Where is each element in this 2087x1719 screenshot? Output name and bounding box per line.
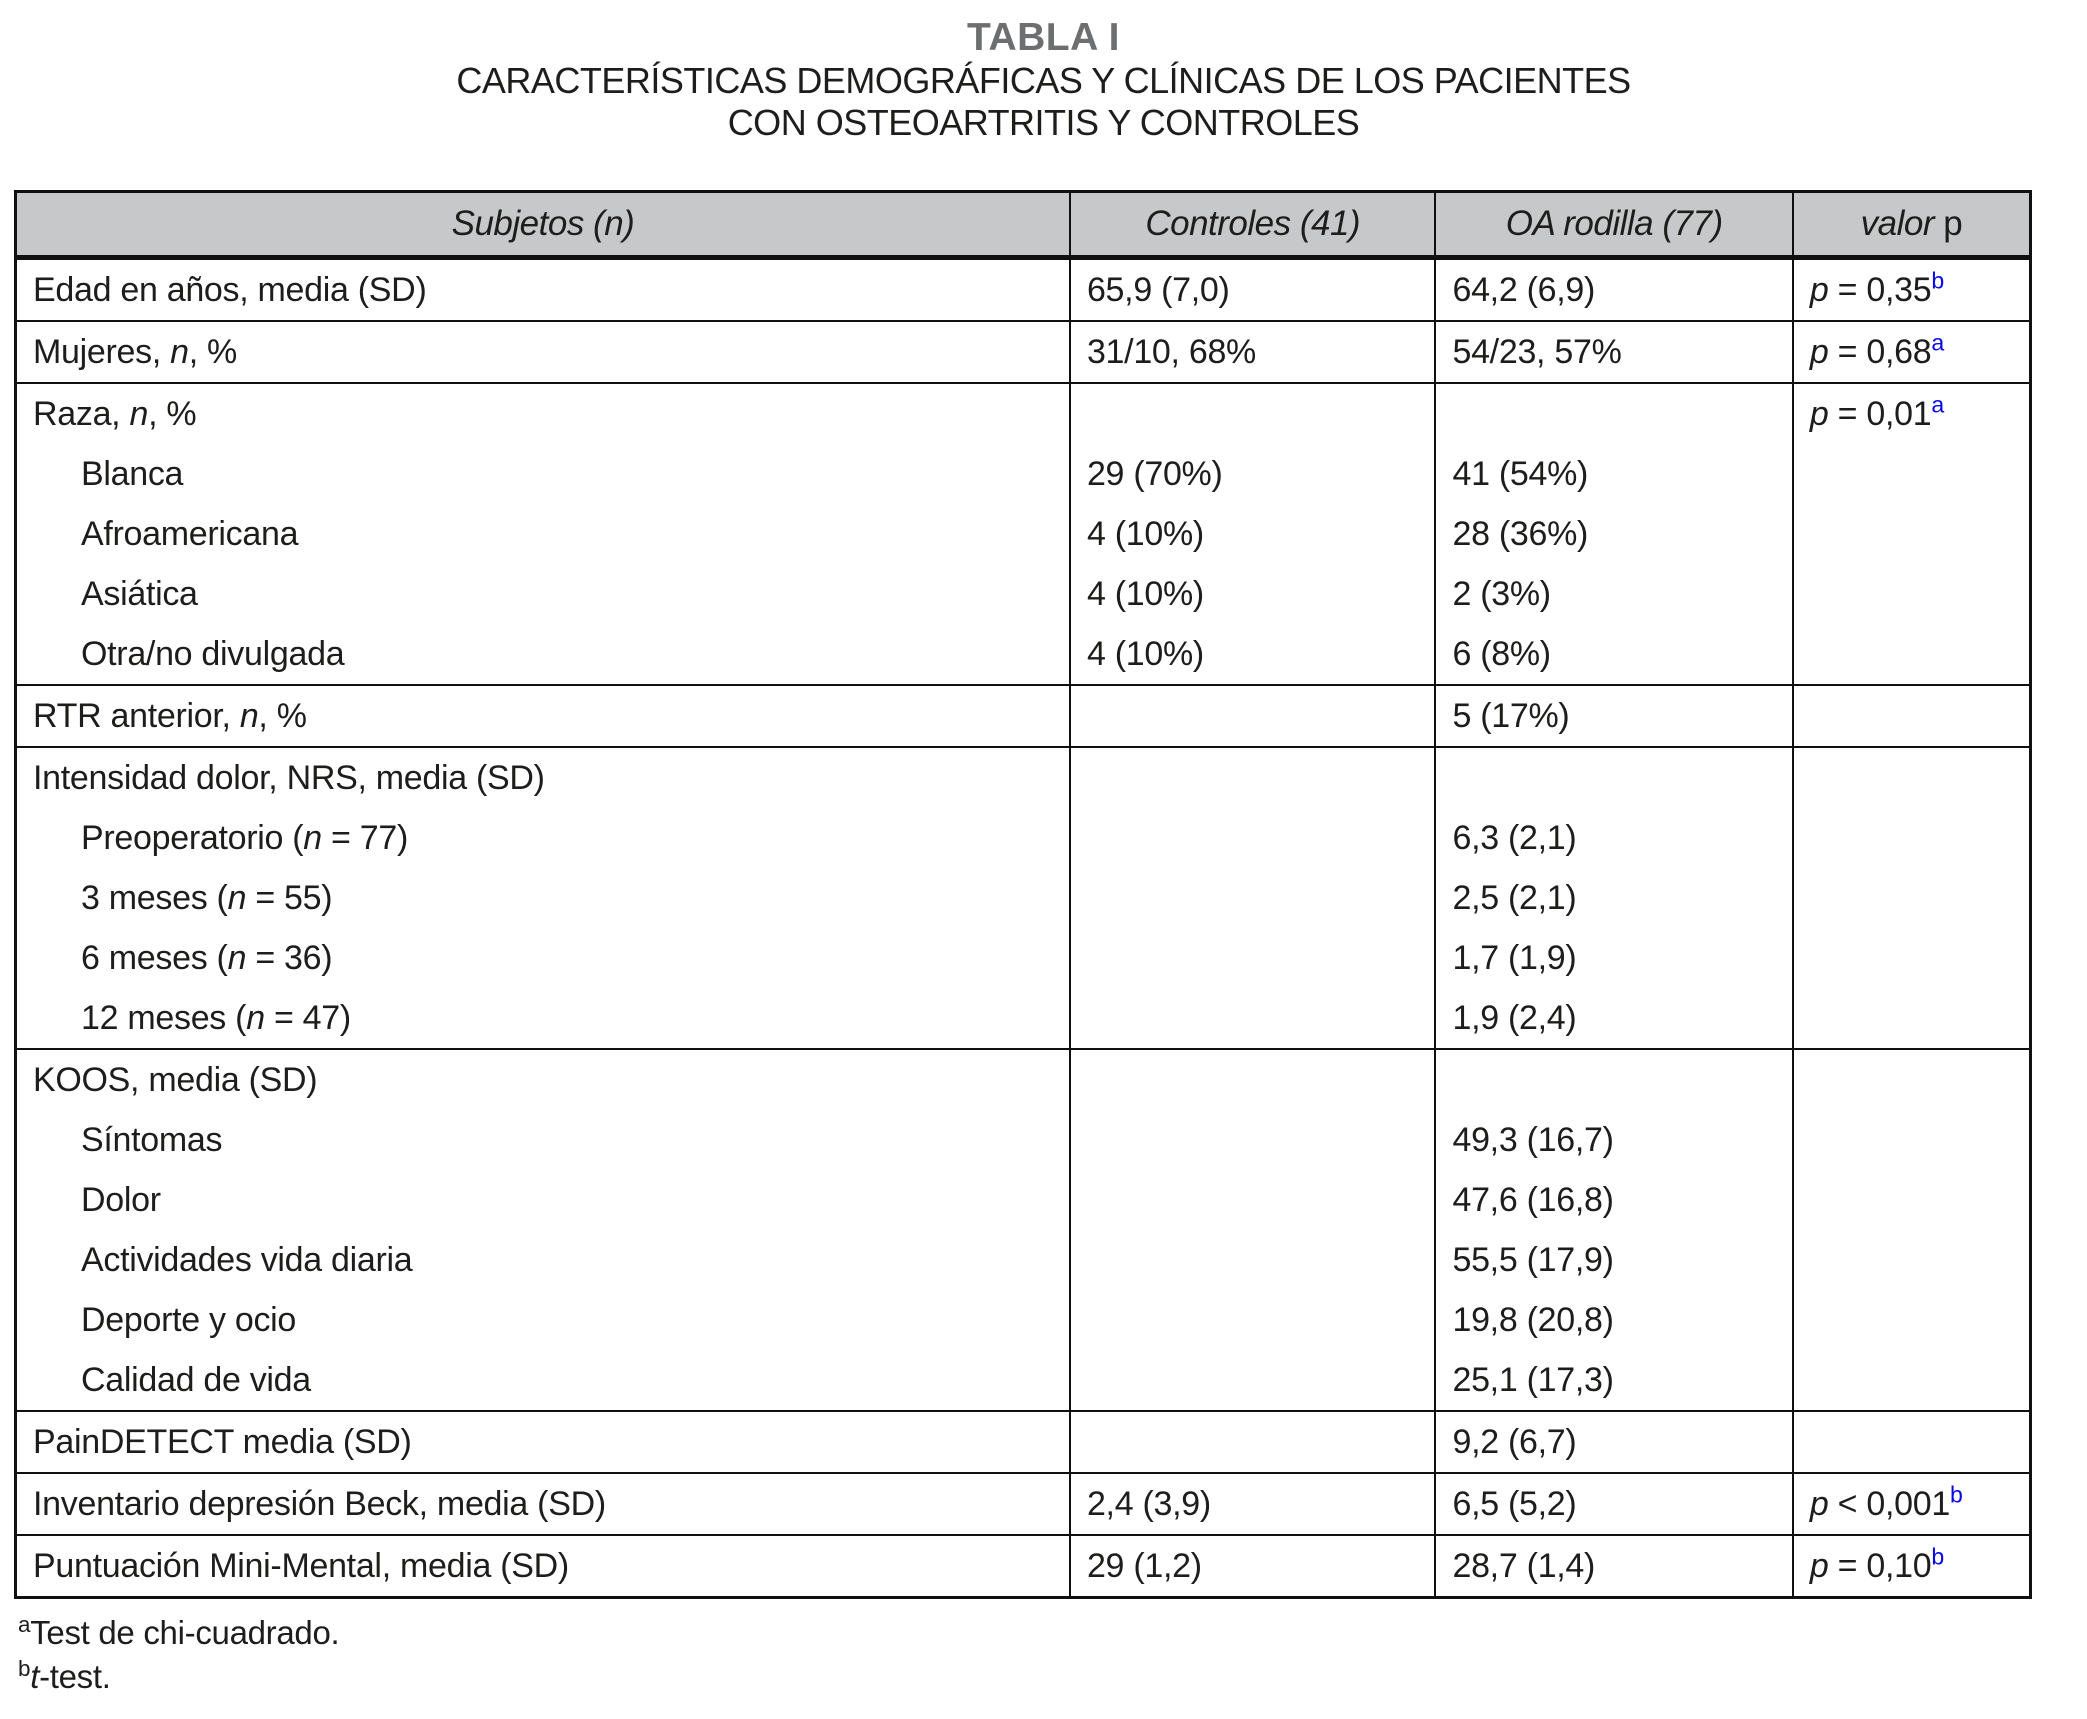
text-segment: 2,5 (2,1) (1452, 879, 1577, 917)
text-segment: n (246, 999, 265, 1037)
row-label-cell (16, 1535, 1070, 1598)
cell-line (17, 260, 1069, 320)
text-segment: -test. (39, 1658, 111, 1695)
text-segment: p (1809, 271, 1829, 309)
text-segment: , % (188, 333, 237, 371)
column-header (1793, 192, 2031, 258)
text-segment: = 0,68 (1828, 333, 1932, 371)
cell-line (17, 988, 1069, 1048)
table-row (16, 685, 2031, 747)
text-segment: Puntuación Mini-Mental, media (SD) (33, 1547, 569, 1585)
text-segment: Preoperatorio ( (81, 819, 304, 857)
text-segment: 28,7 (1,4) (1452, 1547, 1595, 1585)
value-cell (1435, 1049, 1792, 1411)
text-segment: , % (148, 395, 197, 433)
text-segment: 6,5 (5,2) (1452, 1485, 1577, 1523)
text-segment: 29 (1,2) (1086, 1547, 1202, 1585)
superscript-marker: a (18, 1612, 31, 1637)
cell-line (17, 504, 1069, 564)
cell-line (1436, 1412, 1791, 1472)
text-segment: p (1934, 204, 1963, 243)
value-cell (1070, 685, 1436, 747)
value-cell (1793, 685, 2031, 747)
value-cell (1793, 383, 2031, 685)
cell-line (1071, 748, 1435, 808)
cell-line (17, 1350, 1069, 1410)
value-cell (1070, 1049, 1436, 1411)
cell-line (1436, 1290, 1791, 1350)
text-segment: 4 (10%) (1086, 515, 1204, 553)
value-cell (1435, 1411, 1792, 1473)
value-cell (1793, 747, 2031, 1049)
text-segment: = 36) (246, 939, 333, 977)
text-segment: Dolor (81, 1181, 161, 1219)
text-segment: n (303, 819, 322, 857)
cell-line (1436, 808, 1791, 868)
superscript-marker: a (1931, 329, 1944, 356)
text-segment: n (227, 939, 247, 977)
text-segment: Raza, (33, 395, 130, 433)
cell-line (1436, 1050, 1791, 1110)
cell-line (1794, 260, 2029, 320)
table-row (16, 1473, 2031, 1535)
text-segment: OA rodilla (77) (1505, 204, 1723, 243)
value-cell (1793, 321, 2031, 383)
text-segment: = 47) (264, 999, 351, 1037)
text-segment: Edad en años, media (SD) (33, 271, 427, 309)
table-subtitle-line2: CON OSTEOARTRITIS Y CONTROLES (727, 102, 1360, 143)
cell-line (1071, 444, 1435, 504)
cell-line (1436, 1170, 1791, 1230)
cell-line (1436, 868, 1791, 928)
text-segment: 31/10, 68% (1086, 333, 1256, 371)
cell-line (17, 1536, 1069, 1596)
cell-line (1071, 624, 1435, 684)
cell-line (1436, 444, 1791, 504)
cell-line (1436, 624, 1791, 684)
text-segment: = 0,35 (1828, 271, 1932, 309)
text-segment: 47,6 (16,8) (1452, 1181, 1614, 1219)
cell-line (17, 868, 1069, 928)
text-segment: = 55) (246, 879, 333, 917)
cell-line (1794, 1412, 2029, 1472)
text-segment: Asiática (81, 575, 198, 613)
cell-line (1436, 988, 1791, 1048)
text-segment: 29 (70%) (1086, 455, 1223, 493)
text-segment: Deporte y ocio (81, 1301, 297, 1339)
text-segment: 54/23, 57% (1452, 333, 1622, 371)
row-label-cell (16, 685, 1070, 747)
text-segment: 2,4 (3,9) (1086, 1485, 1211, 1523)
text-segment: n (227, 879, 247, 917)
text-segment: < 0,001 (1828, 1485, 1950, 1523)
cell-line (17, 1170, 1069, 1230)
column-header (16, 192, 1070, 258)
cell-line (1794, 322, 2029, 382)
text-segment: 4 (10%) (1086, 635, 1204, 673)
value-cell (1435, 383, 1792, 685)
text-segment: Calidad de vida (81, 1361, 311, 1399)
table-row (16, 747, 2031, 1049)
table-row (16, 1535, 2031, 1598)
text-segment: Otra/no divulgada (81, 635, 345, 673)
text-segment: n (129, 395, 149, 433)
text-segment: Intensidad dolor, NRS, media (SD) (33, 759, 545, 797)
value-cell (1070, 747, 1436, 1049)
text-segment: 28 (36%) (1452, 515, 1589, 553)
row-label-cell (16, 1411, 1070, 1473)
value-cell (1435, 685, 1792, 747)
text-segment: 6,3 (2,1) (1452, 819, 1577, 857)
text-segment: Mujeres, (33, 333, 171, 371)
text-segment: 49,3 (16,7) (1452, 1121, 1614, 1159)
text-segment: Síntomas (81, 1121, 223, 1159)
table-title-block (0, 16, 2087, 144)
footnote (18, 1655, 2087, 1699)
text-segment: p (1809, 1547, 1829, 1585)
text-segment: 65,9 (7,0) (1086, 271, 1230, 309)
cell-line (17, 1110, 1069, 1170)
text-segment: 12 meses ( (81, 999, 247, 1037)
cell-line (1071, 686, 1435, 746)
superscript-marker: a (1931, 391, 1944, 418)
table-header-row (16, 192, 2031, 258)
value-cell (1793, 1411, 2031, 1473)
cell-line (1071, 260, 1435, 320)
row-label-cell (16, 258, 1070, 322)
cell-line (1436, 504, 1791, 564)
cell-line (17, 322, 1069, 382)
text-segment: 1,7 (1,9) (1452, 939, 1577, 977)
row-label-cell (16, 321, 1070, 383)
text-segment: 64,2 (6,9) (1452, 271, 1595, 309)
text-segment: Subjetos (n) (451, 204, 635, 243)
text-segment: n (239, 697, 259, 735)
text-segment: Afroamericana (81, 515, 299, 553)
page (0, 16, 2087, 1699)
text-segment: 5 (17%) (1452, 697, 1570, 735)
cell-line (1071, 1050, 1435, 1110)
cell-line (1794, 1474, 2029, 1534)
cell-line (1071, 1412, 1435, 1472)
cell-line (1436, 1350, 1791, 1410)
cell-line (17, 1412, 1069, 1472)
text-segment: valor (1860, 204, 1935, 243)
cell-line (1794, 1050, 2029, 1110)
column-header (1435, 192, 1792, 258)
value-cell (1435, 321, 1792, 383)
cell-line (1436, 564, 1791, 624)
text-segment: Blanca (81, 455, 184, 493)
value-cell (1070, 1473, 1436, 1535)
cell-line (1436, 686, 1791, 746)
cell-line (1436, 928, 1791, 988)
text-segment: PainDETECT media (SD) (33, 1423, 412, 1461)
cell-line (1436, 1110, 1791, 1170)
row-label-cell (16, 747, 1070, 1049)
cell-line (1436, 260, 1791, 320)
cell-line (17, 686, 1069, 746)
cell-line (1794, 1536, 2029, 1596)
cell-line (17, 1474, 1069, 1534)
cell-line (17, 564, 1069, 624)
cell-line (17, 1230, 1069, 1290)
footnote (18, 1611, 2087, 1655)
cell-line (1794, 686, 2029, 746)
text-segment: 6 meses ( (81, 939, 228, 977)
footnotes (18, 1611, 2087, 1699)
cell-line (1436, 322, 1791, 382)
text-segment: 6 (8%) (1452, 635, 1551, 673)
text-segment: Actividades vida diaria (81, 1241, 413, 1279)
superscript-marker: b (1931, 1543, 1944, 1570)
text-segment: Inventario depresión Beck, media (SD) (33, 1485, 606, 1523)
demographics-clinical-table (14, 190, 2032, 1599)
cell-line (1071, 1536, 1435, 1596)
text-segment: , % (258, 697, 307, 735)
cell-line (1436, 384, 1791, 444)
cell-line (1436, 1536, 1791, 1596)
cell-line (17, 1290, 1069, 1350)
cell-line (17, 748, 1069, 808)
cell-line (1436, 1230, 1791, 1290)
table-row (16, 383, 2031, 685)
value-cell (1070, 1411, 1436, 1473)
text-segment: p (1809, 395, 1829, 433)
value-cell (1435, 747, 1792, 1049)
cell-line (17, 624, 1069, 684)
text-segment: 19,8 (20,8) (1452, 1301, 1614, 1339)
text-segment: 4 (10%) (1086, 575, 1204, 613)
cell-line (17, 444, 1069, 504)
text-segment: 55,5 (17,9) (1452, 1241, 1614, 1279)
value-cell (1793, 258, 2031, 322)
cell-line (1436, 1474, 1791, 1534)
text-segment: KOOS, media (SD) (33, 1061, 318, 1099)
cell-line (1071, 564, 1435, 624)
text-segment: RTR anterior, (33, 697, 240, 735)
table-row (16, 1411, 2031, 1473)
value-cell (1435, 1535, 1792, 1598)
table-row (16, 321, 2031, 383)
text-segment: 2 (3%) (1452, 575, 1551, 613)
cell-line (17, 808, 1069, 868)
cell-line (1436, 748, 1791, 808)
cell-line (1071, 504, 1435, 564)
table-number-title: TABLA I (967, 16, 1120, 59)
row-label-cell (16, 1049, 1070, 1411)
row-label-cell (16, 383, 1070, 685)
value-cell (1435, 1473, 1792, 1535)
row-label-cell (16, 1473, 1070, 1535)
superscript-marker: b (1949, 1481, 1963, 1508)
cell-line (1794, 384, 2029, 444)
cell-line (17, 384, 1069, 444)
value-cell (1070, 383, 1436, 685)
value-cell (1793, 1049, 2031, 1411)
cell-line (17, 1050, 1069, 1110)
text-segment: 25,1 (17,3) (1452, 1361, 1614, 1399)
cell-line (1071, 1474, 1435, 1534)
cell-line (1071, 384, 1435, 444)
table-row (16, 1049, 2031, 1411)
text-segment: 41 (54%) (1452, 455, 1589, 493)
cell-line (1794, 748, 2029, 808)
text-segment: t (30, 1658, 40, 1695)
value-cell (1070, 321, 1436, 383)
text-segment: 3 meses ( (81, 879, 228, 917)
text-segment: Test de chi-cuadrado. (30, 1614, 340, 1651)
value-cell (1793, 1535, 2031, 1598)
column-header (1070, 192, 1436, 258)
text-segment: = 0,01 (1828, 395, 1932, 433)
cell-line (1071, 322, 1435, 382)
value-cell (1070, 258, 1436, 322)
table-subtitle-line1: CARACTERÍSTICAS DEMOGRÁFICAS Y CLÍNICAS DE LOS PACIENTES (456, 60, 1631, 101)
superscript-marker: b (1931, 267, 1944, 294)
text-segment: 1,9 (2,4) (1452, 999, 1577, 1037)
text-segment: = 77) (321, 819, 408, 857)
cell-line (17, 928, 1069, 988)
superscript-marker: b (18, 1656, 31, 1681)
value-cell (1070, 1535, 1436, 1598)
text-segment: Controles (41) (1145, 204, 1361, 243)
text-segment: n (170, 333, 189, 371)
text-segment: p (1809, 1485, 1829, 1523)
table-row (16, 258, 2031, 322)
value-cell (1435, 258, 1792, 322)
text-segment: = 0,10 (1828, 1547, 1932, 1585)
text-segment: p (1809, 333, 1829, 371)
text-segment: 9,2 (6,7) (1452, 1423, 1577, 1461)
value-cell (1793, 1473, 2031, 1535)
